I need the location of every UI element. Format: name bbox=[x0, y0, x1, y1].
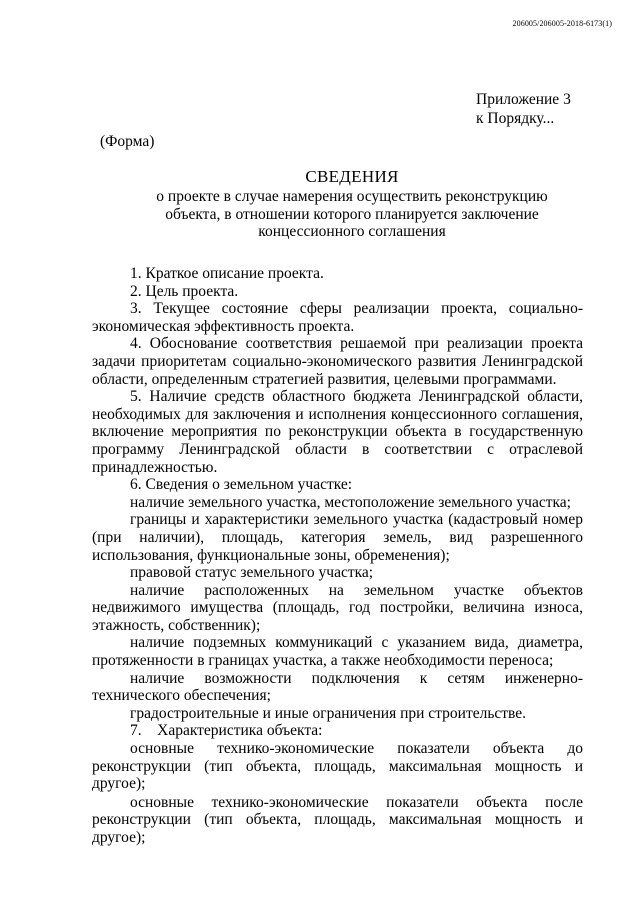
appendix-line-1: Приложение 3 bbox=[476, 91, 571, 108]
item-5-budget-funds: 5. Наличие средств областного бюджета Ленинградской области, необходимых для заключения и исполнения концессионного соглашения, включение мероприятия по реконструкции объекта в государственную программу Ленинградской области в соответствии с отраслевой принадлежностью. bbox=[92, 388, 583, 476]
indicators-before-reconstruction: основные технико-экономические показатели объекта до реконструкции (тип объекта, площадь, максимальная мощность и другое); bbox=[92, 740, 583, 793]
land-restrictions: градостроительные и иные ограничения при строительстве. bbox=[130, 704, 527, 722]
document-body bbox=[92, 265, 583, 847]
document-subtitle bbox=[120, 188, 584, 241]
land-connection-possibility: наличие возможности подключения к сетям инженерно-технического обеспечения; bbox=[92, 669, 583, 705]
item-1-project-description: 1. Краткое описание проекта. bbox=[130, 265, 324, 282]
subtitle-line-1: о проекте в случае намерения осуществить реконструкцию bbox=[156, 188, 548, 205]
land-availability: наличие земельного участка, местоположение земельного участка; bbox=[130, 493, 571, 511]
land-real-estate: наличие расположенных на земельном участке объектов недвижимого имущества (площадь, год постройки, величина износа, этажность, собственник); bbox=[92, 581, 583, 634]
land-underground-utilities: наличие подземных коммуникаций с указанием вида, диаметра, протяженности в границах участка, а также необходимости переноса; bbox=[92, 634, 583, 670]
land-legal-status: правовой статус земельного участка; bbox=[130, 564, 374, 582]
land-boundaries: границы и характеристики земельного участка (кадастровый номер (при наличии), площадь, категория земель, вид разрешенного использования, функциональные зоны, обременения); bbox=[92, 511, 583, 564]
form-label: (Форма) bbox=[100, 133, 155, 150]
item-4-justification: 4. Обоснование соответствия решаемой при реализации проекта задачи приоритетам социально-экономического развития Ленинградской области, определенным стратегией развития, целевыми программами. bbox=[92, 335, 583, 388]
appendix-line-2: к Порядку... bbox=[476, 110, 555, 127]
subtitle-line-2: объекта, в отношении которого планируется заключение bbox=[165, 205, 539, 223]
subtitle-line-3: концессионного соглашения bbox=[258, 223, 446, 240]
indicators-after-reconstruction: основные технико-экономические показатели объекта после реконструкции (тип объекта, площадь, максимальная мощность и другое); bbox=[92, 793, 583, 846]
item-2-project-goal: 2. Цель проекта. bbox=[130, 282, 239, 300]
item-7-object-characteristics: 7. Характеристика объекта: bbox=[130, 722, 323, 740]
document-id: 206005/206005-2018-6173(1) bbox=[512, 19, 612, 28]
item-3-current-state: 3. Текущее состояние сферы реализации проекта, социально-экономическая эффективность проекта. bbox=[92, 300, 583, 335]
document-title: СВЕДЕНИЯ bbox=[305, 167, 399, 186]
appendix-header bbox=[476, 90, 571, 128]
item-6-land-plot: 6. Сведения о земельном участке: bbox=[130, 476, 353, 494]
